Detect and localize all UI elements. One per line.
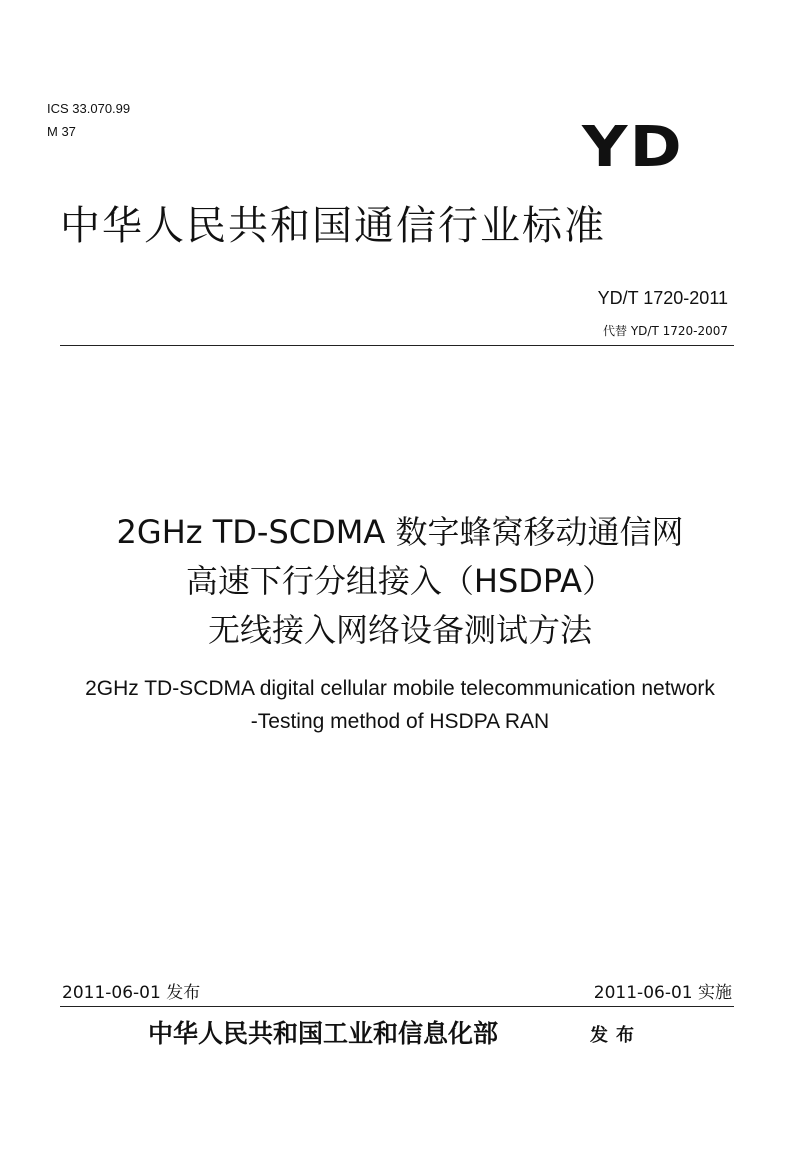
- bottom-divider: [60, 1006, 734, 1007]
- top-divider: [60, 345, 734, 346]
- classification-block: [47, 97, 130, 143]
- yd-logo: YD: [582, 115, 684, 180]
- issue-date: 2011-06-01 发布: [62, 983, 201, 1003]
- issuing-authority: 中华人民共和国工业和信息化部: [148, 1019, 499, 1048]
- chinese-title: [0, 508, 800, 655]
- chinese-title-line: 2GHz TD-SCDMA 数字蜂窝移动通信网: [116, 513, 684, 551]
- english-title-line: 2GHz TD-SCDMA digital cellular mobile telecommunication network: [85, 677, 715, 700]
- issuing-label: 发布: [590, 1025, 642, 1046]
- english-title-line: -Testing method of HSDPA RAN: [250, 710, 550, 733]
- implementation-date: 2011-06-01 实施: [593, 983, 732, 1003]
- chinese-title-line: 高速下行分组接入（HSDPA）: [185, 562, 615, 600]
- ics-code: ICS 33.070.99: [47, 101, 131, 116]
- chinese-title-line: 无线接入网络设备测试方法: [207, 611, 592, 649]
- standard-number: YD/T 1720-2011: [597, 288, 728, 308]
- ccs-code: M 37: [47, 124, 76, 139]
- replaces-standard: 代替 YD/T 1720-2007: [603, 324, 728, 338]
- standard-category-title: 中华人民共和国通信行业标准: [60, 203, 606, 249]
- english-title: [0, 672, 800, 738]
